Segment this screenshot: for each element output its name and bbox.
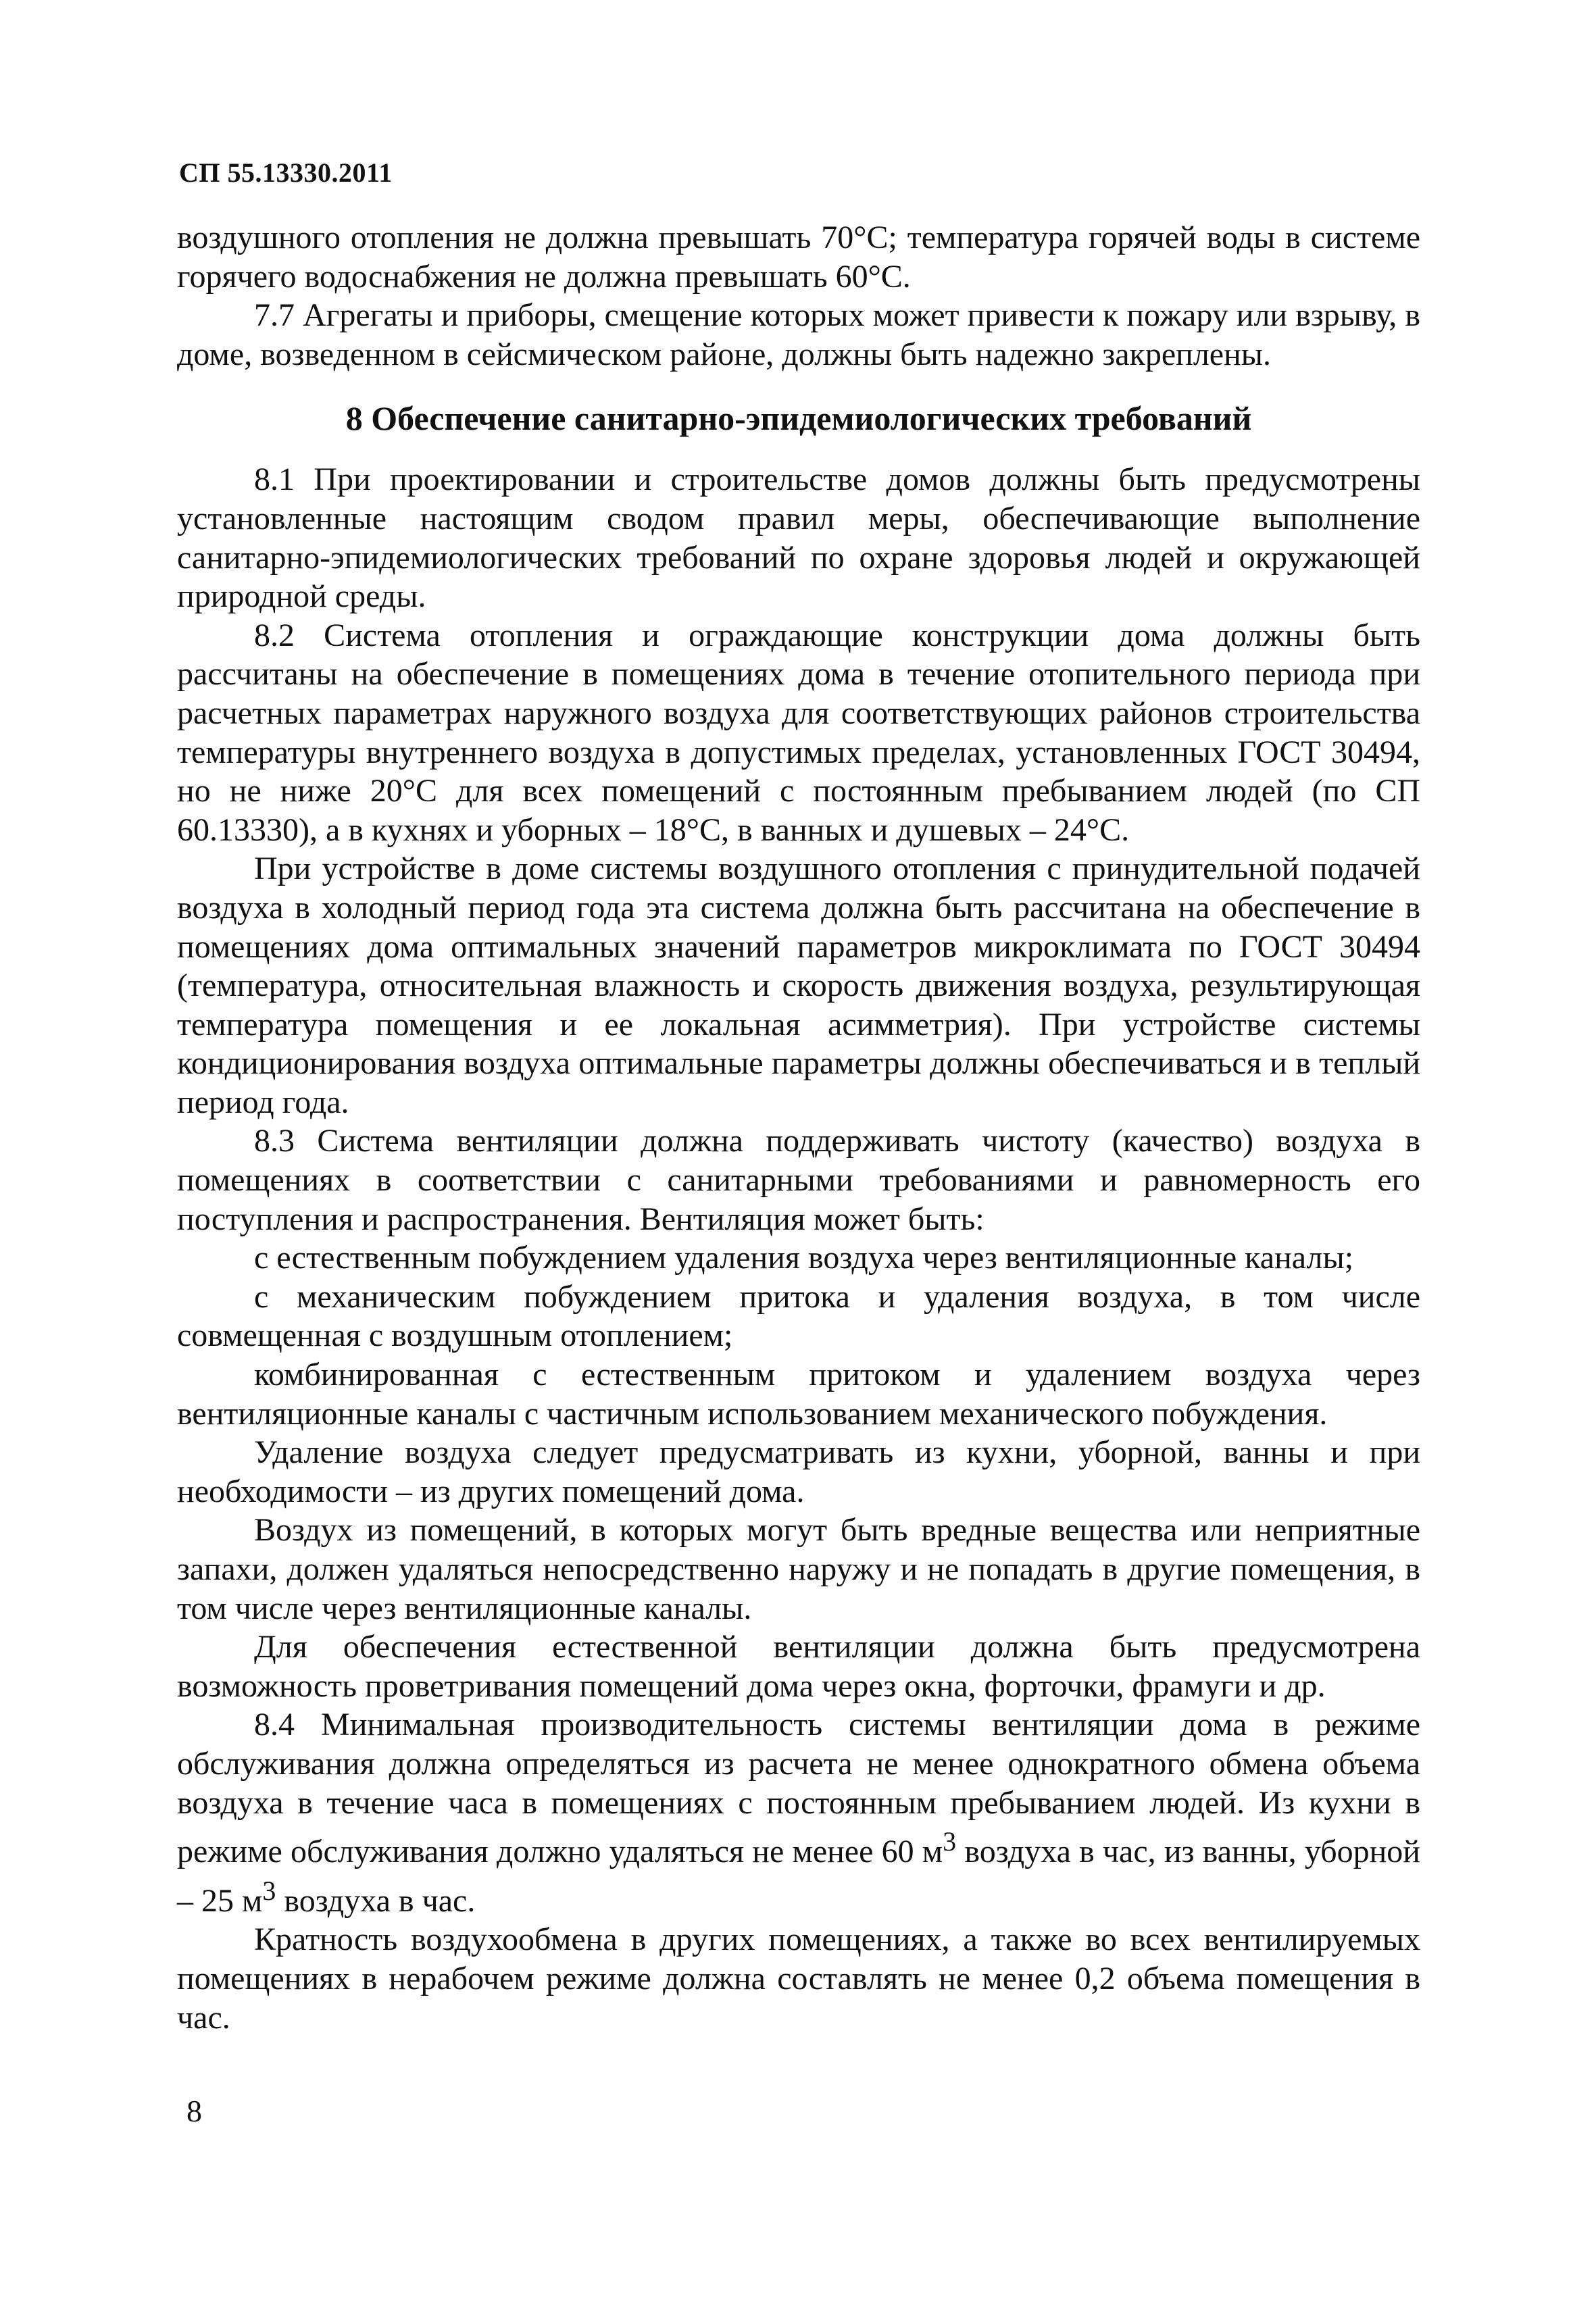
paragraph-air-exchange-rate: Кратность воздухообмена в других помещениях, а также во всех вентилируемых помещениях в нерабочем режиме должна составлять не менее 0,2 объема помещения в час. [177,1921,1420,2036]
paragraph-air-removal: Удаление воздуха следует предусматривать из кухни, уборной, ванны и при необходимости – из других помещений дома. [177,1434,1420,1509]
paragraph-8-2: 8.2 Система отопления и ограждающие конструкции дома должны быть рассчитаны на обеспечение в помещениях дома в течение отопительного периода при расчетных параметрах наружного воздуха для соответствующих районов строительства температуры внутреннего воздуха в допустимых пределах, установленных ГОСТ 30494, но не ниже 20°С для всех помещений с постоянным пребыванием людей (по СП 60.13330), а в кухнях и уборных – 18°С, в ванных и душевых – 24°С. [177,617,1420,848]
document-body [177,218,1420,2037]
superscript-cubic-2: 3 [262,1875,276,1906]
list-item-combined-ventilation: комбинированная с естественным притоком и удалением воздуха через вентиляционные каналы с частичным использованием механического побуждения. [177,1357,1420,1432]
paragraph-8-4-part-1: 8.4 Минимальная производительность системы вентиляции дома в режиме обслуживания должна определяться из расчета не менее однократного обмена объема воздуха в течение часа в помещениях с постоянным пребыванием людей. Из кухни в режиме обслуживания должно удаляться не менее 60 м [177,1707,1420,1870]
list-item-natural-ventilation: с естественным побуждением удаления воздуха через вентиляционные каналы; [254,1240,1354,1276]
paragraph-harmful-air: Воздух из помещений, в которых могут быть вредные вещества или неприятные запахи, должен удаляться непосредственно наружу и не попадать в другие помещения, в том числе через вентиляционные каналы. [177,1512,1420,1626]
paragraph-7-7: 7.7 Агрегаты и приборы, смещение которых может привести к пожару или взрыву, в доме, возведенном в сейсмическом районе, должны быть надежно закреплены. [177,297,1420,372]
list-item-mechanical-ventilation: с механическим побуждением притока и удаления воздуха, в том числе совмещенная с воздушным отоплением; [177,1278,1420,1354]
paragraph-continuation: воздушного отопления не должна превышать 70°С; температура горячей воды в системе горячего водоснабжения не должна превышать 60°С. [177,220,1420,295]
page-number: 8 [186,2094,202,2128]
paragraph-8-4-part-2: воздуха в час, из ванны, уборной – 25 м [177,1834,1420,1919]
paragraph-8-1: 8.1 При проектировании и строительстве домов должны быть предусмотрены установленные настоящим сводом правил меры, обеспечивающие выполнение санитарно-эпидемиологических требований по охране здоровья людей и окружающей природной среды. [177,461,1420,615]
paragraph-air-heating: При устройстве в доме системы воздушного отопления с принудительной подачей воздуха в холодный период года эта система должна быть рассчитана на обеспечение в помещениях дома оптимальных значений параметров микроклимата по ГОСТ 30494 (температура, относительная влажность и скорость движения воздуха, результирующая температура помещения и ее локальная асимметрия). При устройстве системы кондиционирования воздуха оптимальные параметры должны обеспечиваться и в теплый период года. [177,851,1420,1120]
paragraph-natural-ventilation: Для обеспечения естественной вентиляции должна быть предусмотрена возможность проветривания помещений дома через окна, форточки, фрамуги и др. [177,1629,1420,1704]
paragraph-8-4 [177,1705,1420,1920]
paragraph-8-3: 8.3 Система вентиляции должна поддерживать чистоту (качество) воздуха в помещениях в соответствии с санитарными требованиями и равномерность его поступления и распространения. Вентиляция может быть: [177,1123,1420,1237]
paragraph-8-4-part-3: воздуха в час. [276,1882,476,1919]
section-title: 8 Обеспечение санитарно-эпидемиологических требований [345,399,1252,438]
superscript-cubic-1: 3 [943,1826,957,1857]
document-code-header: СП 55.13330.2011 [179,157,393,188]
